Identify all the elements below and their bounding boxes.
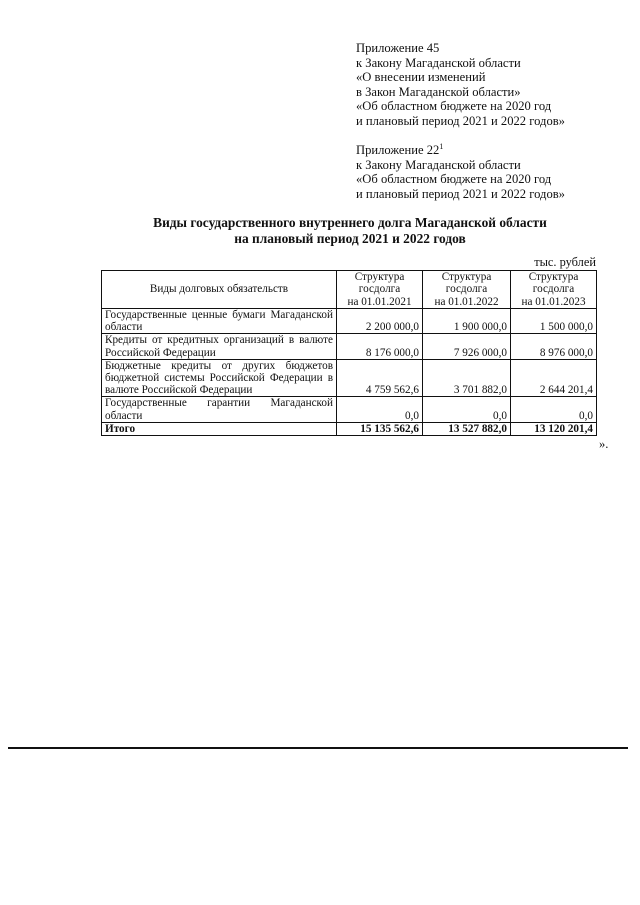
document-title [100,215,600,246]
value-2021: 8 176 000,0 [337,334,423,359]
row-name: Государственные гарантии Магаданской области [102,397,337,422]
header-2023: Структура госдолга на 01.01.2023 [511,271,597,309]
value-2021: 2 200 000,0 [337,309,423,334]
note-line: и плановый период 2021 и 2022 годов» [356,113,565,128]
debt-table [101,270,597,436]
note-line: «Об областном бюджете на 2020 год [356,99,552,114]
value-2022: 7 926 000,0 [423,334,511,359]
units-label: тыс. рублей [534,255,596,269]
note-line: и плановый период 2021 и 2022 годов» [356,186,565,201]
closing-quote: ». [599,437,609,451]
note-line: к Закону Магаданской области [356,55,521,70]
table-row [102,397,597,422]
table-row [102,359,597,397]
total-2023: 13 120 201,4 [511,422,597,435]
title-line: на плановый период 2021 и 2022 годов [234,230,466,246]
table-row [102,309,597,334]
total-row [102,422,597,435]
row-name: Кредиты от кредитных организаций в валюте Российской Федерации [102,334,337,359]
value-2023: 2 644 201,4 [511,359,597,397]
appendix-22-title: Приложение $22^1$ [356,142,444,157]
total-2022: 13 527 882,0 [423,422,511,435]
value-2023: 8 976 000,0 [511,334,597,359]
note-line: к Закону Магаданской области [356,157,521,172]
header-2022: Структура госдолга на 01.01.2022 [423,271,511,309]
appendix-22-note [356,143,565,201]
note-line: в Закон Магаданской области» [356,84,521,99]
row-name: Бюджетные кредиты от других бюджетов бюджетной системы Российской Федерации в валюте Российской Федерации [102,359,337,397]
table-header-row [102,271,597,309]
value-2022: 3 701 882,0 [423,359,511,397]
value-2023: 0,0 [511,397,597,422]
value-2023: 1 500 000,0 [511,309,597,334]
divider-line [8,747,628,749]
note-line: Приложение 45 [356,41,440,55]
header-name: Виды долговых обязательств [102,271,337,309]
table-row [102,334,597,359]
appendix-45-note [356,41,565,129]
total-label: Итого [102,422,337,435]
value-2021: 0,0 [337,397,423,422]
total-2021: 15 135 562,6 [337,422,423,435]
row-name: Государственные ценные бумаги Магаданской области [102,309,337,334]
title-line: Виды государственного внутреннего долга Магаданской области [153,215,547,230]
header-2021: Структура госдолга на 01.01.2021 [337,271,423,309]
superscript: 1 [439,142,444,151]
note-line: «О внесении изменений [356,70,486,85]
value-2022: 0,0 [423,397,511,422]
value-2022: 1 900 000,0 [423,309,511,334]
note-line: «Об областном бюджете на 2020 год [356,172,552,187]
value-2021: 4 759 562,6 [337,359,423,397]
